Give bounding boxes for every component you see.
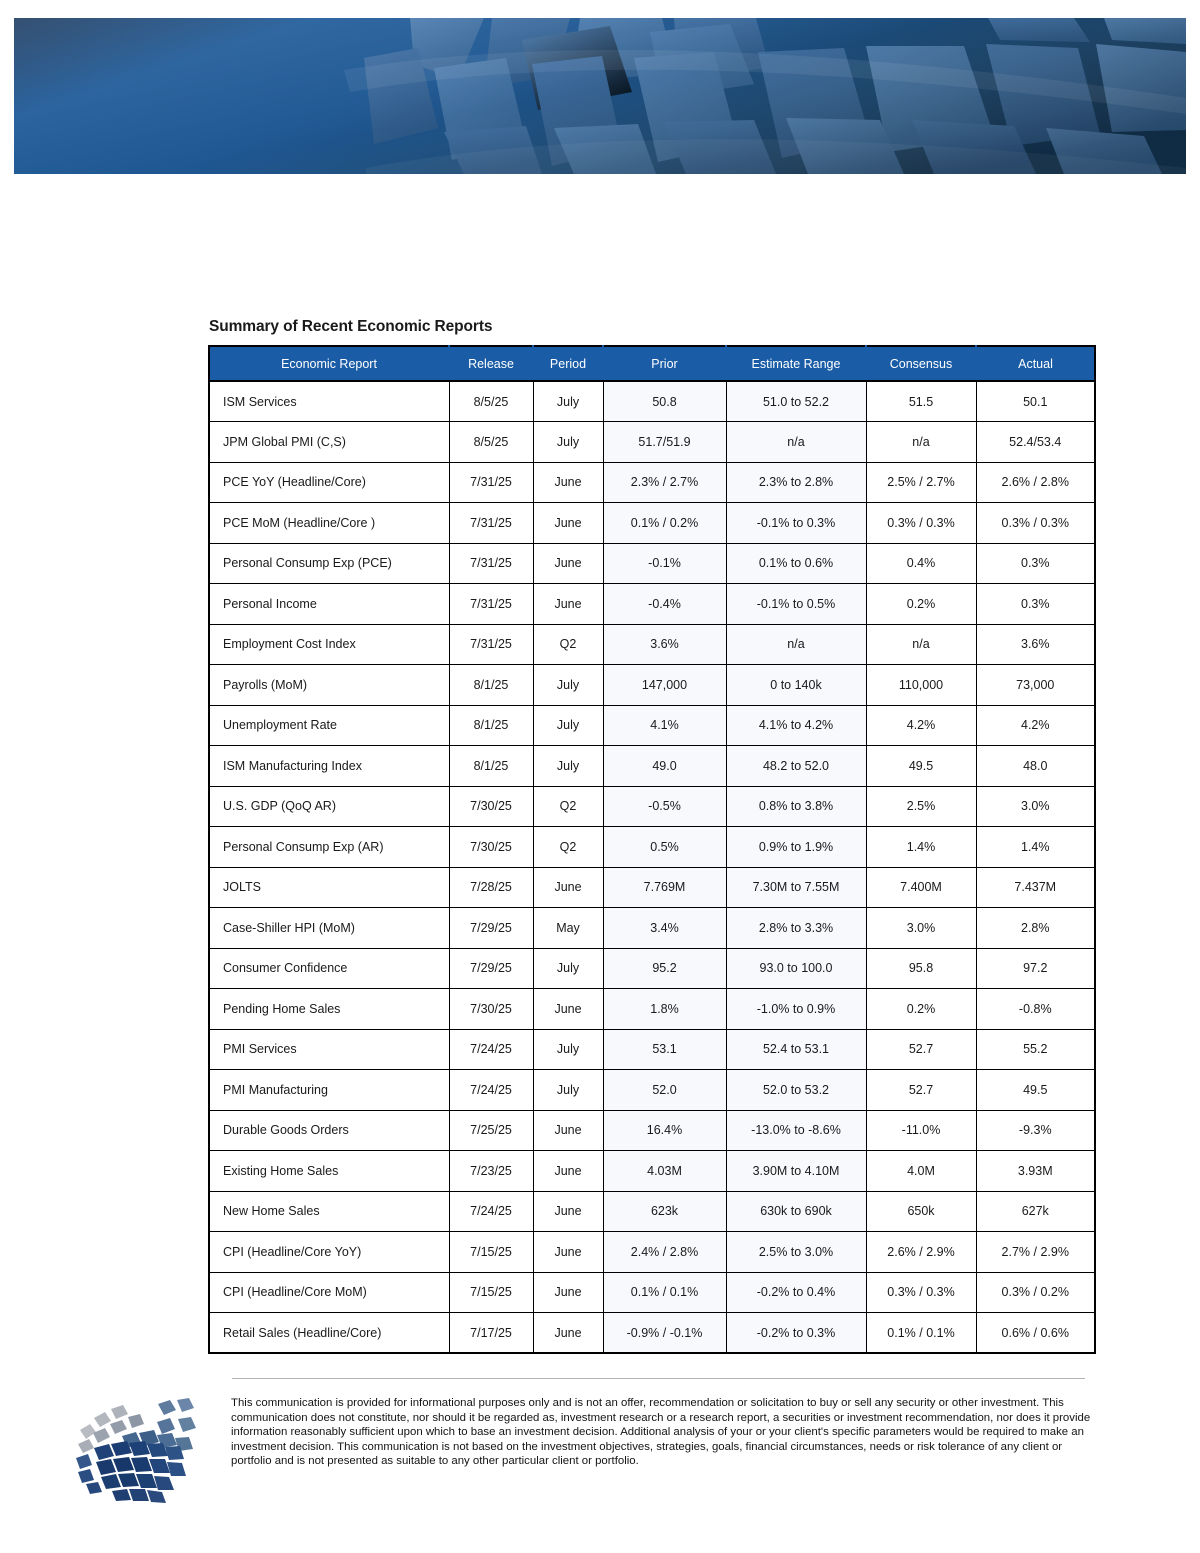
cell-release: 7/24/25 [449,1070,533,1111]
cell-economic-report: Unemployment Rate [209,705,449,746]
cell-prior: 2.4% / 2.8% [603,1232,726,1273]
table-row [209,462,1095,503]
cell-economic-report: JPM Global PMI (C,S) [209,422,449,463]
cell-estimate-range: -13.0% to -8.6% [726,1110,866,1151]
cell-actual: 97.2 [976,948,1095,989]
page-title: Summary of Recent Economic Reports [209,318,493,335]
cell-release: 7/30/25 [449,989,533,1030]
cell-release: 7/31/25 [449,543,533,584]
table-header-row [209,346,1095,381]
cell-estimate-range: 52.0 to 53.2 [726,1070,866,1111]
cell-consensus: 7.400M [866,867,976,908]
table-row [209,665,1095,706]
header-banner [14,18,1186,174]
cell-prior: 3.6% [603,624,726,665]
cell-period: June [533,543,603,584]
cell-economic-report: Personal Consump Exp (AR) [209,827,449,868]
cell-consensus: 2.5% / 2.7% [866,462,976,503]
table-row [209,948,1095,989]
cell-estimate-range: -1.0% to 0.9% [726,989,866,1030]
cell-economic-report: Personal Income [209,584,449,625]
cell-period: Q2 [533,827,603,868]
cell-prior: -0.5% [603,786,726,827]
banner-globe-tiles-graphic [14,18,1186,174]
cell-estimate-range: 7.30M to 7.55M [726,867,866,908]
cell-period: June [533,1232,603,1273]
disclaimer-text: This communication is provided for informational purposes only and is not an offer, recommendation or solicitation to buy or sell any security or other investment. This communication does not constitute, nor should it be regarded as, investment research or a research report, a securities or investment recommendation, nor does it provide information reasonably sufficient upon which to base an investment decision. Additional analysis of your or your client's specific parameters would be required to make an investment decision. This communication is not based on the investment objectives, strategies, goals, financial circumstances, needs or risk tolerance of any client or portfolio and is not presented as suitable to any other particular client or portfolio. [231,1397,1091,1468]
table-row [209,705,1095,746]
cell-period: Q2 [533,786,603,827]
cell-period: July [533,1070,603,1111]
cell-release: 7/24/25 [449,1029,533,1070]
globe-tiles-logo-graphic [58,1386,210,1506]
table-row [209,1191,1095,1232]
cell-prior: 4.03M [603,1151,726,1192]
cell-estimate-range: 2.3% to 2.8% [726,462,866,503]
table-row [209,543,1095,584]
cell-prior: 95.2 [603,948,726,989]
cell-period: June [533,1110,603,1151]
cell-period: Q2 [533,624,603,665]
cell-release: 8/1/25 [449,705,533,746]
cell-prior: -0.4% [603,584,726,625]
cell-prior: 2.3% / 2.7% [603,462,726,503]
footer-divider [232,1378,1085,1379]
cell-economic-report: Employment Cost Index [209,624,449,665]
cell-release: 7/28/25 [449,867,533,908]
cell-economic-report: PMI Manufacturing [209,1070,449,1111]
cell-release: 7/29/25 [449,908,533,949]
table-row [209,1151,1095,1192]
cell-prior: -0.1% [603,543,726,584]
cell-consensus: 3.0% [866,908,976,949]
cell-prior: 0.1% / 0.2% [603,503,726,544]
table-row [209,381,1095,422]
column-header-economic-report: Economic Report [209,346,449,381]
cell-estimate-range: 3.90M to 4.10M [726,1151,866,1192]
table-row [209,908,1095,949]
table-row [209,503,1095,544]
cell-prior: 1.8% [603,989,726,1030]
cell-actual: 7.437M [976,867,1095,908]
table-row [209,1070,1095,1111]
cell-release: 8/1/25 [449,746,533,787]
cell-period: July [533,381,603,422]
cell-estimate-range: 0.1% to 0.6% [726,543,866,584]
cell-estimate-range: 93.0 to 100.0 [726,948,866,989]
cell-consensus: 4.0M [866,1151,976,1192]
table-row [209,1232,1095,1273]
cell-consensus: 52.7 [866,1070,976,1111]
column-header-period: Period [533,346,603,381]
cell-release: 7/24/25 [449,1191,533,1232]
table-row [209,746,1095,787]
cell-estimate-range: -0.2% to 0.3% [726,1313,866,1354]
cell-release: 8/5/25 [449,381,533,422]
cell-period: June [533,1272,603,1313]
cell-estimate-range: -0.1% to 0.3% [726,503,866,544]
cell-prior: 53.1 [603,1029,726,1070]
cell-consensus: 0.3% / 0.3% [866,1272,976,1313]
cell-prior: 50.8 [603,381,726,422]
cell-period: June [533,1191,603,1232]
table-row [209,1029,1095,1070]
cell-economic-report: ISM Manufacturing Index [209,746,449,787]
table-row [209,422,1095,463]
table-row [209,1313,1095,1354]
cell-period: May [533,908,603,949]
cell-consensus: 2.6% / 2.9% [866,1232,976,1273]
cell-consensus: 52.7 [866,1029,976,1070]
cell-estimate-range: 2.5% to 3.0% [726,1232,866,1273]
cell-period: June [533,1313,603,1354]
cell-actual: 55.2 [976,1029,1095,1070]
cell-actual: 2.6% / 2.8% [976,462,1095,503]
cell-actual: 627k [976,1191,1095,1232]
cell-period: July [533,1029,603,1070]
cell-estimate-range: 52.4 to 53.1 [726,1029,866,1070]
cell-period: July [533,746,603,787]
cell-actual: -0.8% [976,989,1095,1030]
cell-consensus: 0.1% / 0.1% [866,1313,976,1354]
cell-actual: 0.3% [976,584,1095,625]
cell-release: 7/25/25 [449,1110,533,1151]
cell-estimate-range: -0.2% to 0.4% [726,1272,866,1313]
cell-consensus: 0.3% / 0.3% [866,503,976,544]
cell-release: 8/1/25 [449,665,533,706]
cell-consensus: 4.2% [866,705,976,746]
table-header [209,346,1095,381]
cell-economic-report: CPI (Headline/Core YoY) [209,1232,449,1273]
cell-consensus: 1.4% [866,827,976,868]
cell-actual: 0.3% / 0.2% [976,1272,1095,1313]
cell-economic-report: Case-Shiller HPI (MoM) [209,908,449,949]
cell-release: 7/17/25 [449,1313,533,1354]
column-header-release: Release [449,346,533,381]
cell-economic-report: Pending Home Sales [209,989,449,1030]
cell-period: July [533,665,603,706]
cell-economic-report: PCE YoY (Headline/Core) [209,462,449,503]
cell-prior: 52.0 [603,1070,726,1111]
cell-economic-report: CPI (Headline/Core MoM) [209,1272,449,1313]
cell-estimate-range: 0 to 140k [726,665,866,706]
table-body [209,381,1095,1353]
column-header-estimate-range: Estimate Range [726,346,866,381]
cell-prior: -0.9% / -0.1% [603,1313,726,1354]
cell-prior: 49.0 [603,746,726,787]
cell-actual: 52.4/53.4 [976,422,1095,463]
table-row [209,584,1095,625]
cell-prior: 3.4% [603,908,726,949]
cell-prior: 0.1% / 0.1% [603,1272,726,1313]
cell-release: 7/30/25 [449,827,533,868]
cell-actual: 0.3% / 0.3% [976,503,1095,544]
cell-actual: 48.0 [976,746,1095,787]
cell-actual: 0.6% / 0.6% [976,1313,1095,1354]
cell-economic-report: Existing Home Sales [209,1151,449,1192]
cell-economic-report: Payrolls (MoM) [209,665,449,706]
cell-prior: 0.5% [603,827,726,868]
table-row [209,867,1095,908]
cell-estimate-range: 0.8% to 3.8% [726,786,866,827]
globe-tiles-logo [58,1386,210,1506]
cell-actual: 4.2% [976,705,1095,746]
cell-release: 7/31/25 [449,584,533,625]
cell-economic-report: Consumer Confidence [209,948,449,989]
cell-prior: 16.4% [603,1110,726,1151]
cell-period: June [533,1151,603,1192]
cell-period: July [533,422,603,463]
cell-economic-report: U.S. GDP (QoQ AR) [209,786,449,827]
cell-estimate-range: 51.0 to 52.2 [726,381,866,422]
cell-prior: 623k [603,1191,726,1232]
cell-economic-report: JOLTS [209,867,449,908]
cell-release: 7/29/25 [449,948,533,989]
cell-actual: 2.7% / 2.9% [976,1232,1095,1273]
cell-period: June [533,989,603,1030]
cell-consensus: 110,000 [866,665,976,706]
cell-estimate-range: n/a [726,624,866,665]
cell-actual: 49.5 [976,1070,1095,1111]
cell-consensus: 650k [866,1191,976,1232]
cell-estimate-range: 48.2 to 52.0 [726,746,866,787]
table-row [209,827,1095,868]
cell-estimate-range: 0.9% to 1.9% [726,827,866,868]
table-row [209,1272,1095,1313]
table-row [209,786,1095,827]
cell-estimate-range: -0.1% to 0.5% [726,584,866,625]
cell-consensus: n/a [866,624,976,665]
cell-economic-report: PCE MoM (Headline/Core ) [209,503,449,544]
cell-consensus: 49.5 [866,746,976,787]
cell-release: 7/15/25 [449,1232,533,1273]
cell-consensus: 51.5 [866,381,976,422]
cell-consensus: 0.4% [866,543,976,584]
cell-period: June [533,462,603,503]
cell-consensus: 0.2% [866,989,976,1030]
table-row [209,1110,1095,1151]
cell-actual: 3.93M [976,1151,1095,1192]
cell-economic-report: ISM Services [209,381,449,422]
column-header-consensus: Consensus [866,346,976,381]
cell-economic-report: Durable Goods Orders [209,1110,449,1151]
cell-release: 7/23/25 [449,1151,533,1192]
cell-estimate-range: n/a [726,422,866,463]
cell-actual: -9.3% [976,1110,1095,1151]
cell-period: July [533,948,603,989]
cell-estimate-range: 630k to 690k [726,1191,866,1232]
column-header-actual: Actual [976,346,1095,381]
economic-reports-table [208,345,1096,1354]
cell-consensus: 95.8 [866,948,976,989]
economic-reports-table-container [208,345,1094,1354]
cell-actual: 50.1 [976,381,1095,422]
cell-economic-report: PMI Services [209,1029,449,1070]
cell-release: 7/31/25 [449,503,533,544]
cell-release: 8/5/25 [449,422,533,463]
cell-release: 7/15/25 [449,1272,533,1313]
cell-estimate-range: 4.1% to 4.2% [726,705,866,746]
column-header-prior: Prior [603,346,726,381]
cell-actual: 0.3% [976,543,1095,584]
cell-release: 7/31/25 [449,462,533,503]
cell-prior: 51.7/51.9 [603,422,726,463]
cell-period: June [533,503,603,544]
cell-economic-report: Personal Consump Exp (PCE) [209,543,449,584]
cell-actual: 1.4% [976,827,1095,868]
cell-actual: 3.6% [976,624,1095,665]
cell-consensus: 0.2% [866,584,976,625]
cell-prior: 7.769M [603,867,726,908]
cell-consensus: n/a [866,422,976,463]
cell-period: July [533,705,603,746]
table-row [209,624,1095,665]
cell-consensus: 2.5% [866,786,976,827]
cell-economic-report: Retail Sales (Headline/Core) [209,1313,449,1354]
table-row [209,989,1095,1030]
cell-prior: 147,000 [603,665,726,706]
cell-estimate-range: 2.8% to 3.3% [726,908,866,949]
cell-release: 7/31/25 [449,624,533,665]
cell-release: 7/30/25 [449,786,533,827]
cell-actual: 3.0% [976,786,1095,827]
cell-actual: 2.8% [976,908,1095,949]
cell-consensus: -11.0% [866,1110,976,1151]
cell-period: June [533,867,603,908]
cell-actual: 73,000 [976,665,1095,706]
cell-economic-report: New Home Sales [209,1191,449,1232]
cell-prior: 4.1% [603,705,726,746]
cell-period: June [533,584,603,625]
